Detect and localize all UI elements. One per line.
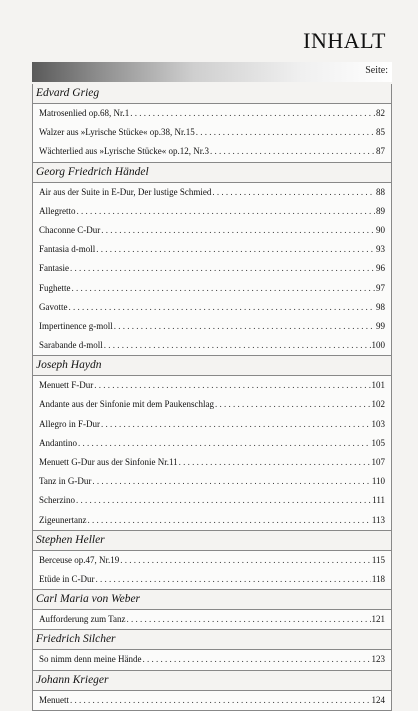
composer-section <box>33 355 391 530</box>
toc-entry <box>33 104 391 123</box>
page-number: 118 <box>371 573 385 584</box>
piece-title: Impertinence g-moll <box>39 320 113 331</box>
piece-title: Fantasia d-moll <box>39 244 96 255</box>
piece-title: Etüde in C-Dur <box>39 573 95 584</box>
toc-entry <box>33 259 391 278</box>
piece-title: Menuett G-Dur aus der Sinfonie Nr.11 <box>39 457 178 467</box>
toc-entry <box>33 221 391 240</box>
piece-title: Andantino <box>39 437 77 448</box>
toc-entry <box>33 691 391 710</box>
dot-leader <box>127 610 371 629</box>
page-number: 121 <box>371 614 385 625</box>
dot-leader <box>72 279 376 298</box>
composer-section <box>33 84 391 162</box>
toc-entry <box>33 434 391 453</box>
dot-leader <box>70 691 371 710</box>
composer-section <box>33 530 391 589</box>
toc-entry <box>33 202 391 221</box>
page-number: 93 <box>376 244 385 255</box>
seite-label: Seite: <box>365 65 388 76</box>
page-title: INHALT <box>303 28 386 53</box>
piece-title: Allegretto <box>39 205 76 216</box>
piece-title: Wächterlied aus »Lyrische Stücke« op.12, Nr.3 <box>39 146 209 157</box>
composer-heading: Johann Krieger <box>33 670 391 691</box>
dot-leader <box>96 570 371 589</box>
dot-leader <box>92 472 370 491</box>
toc-entry <box>33 123 391 142</box>
seite-banner <box>32 62 392 82</box>
dot-leader <box>78 434 371 453</box>
table-of-contents <box>32 84 392 711</box>
page-number: 101 <box>371 380 385 391</box>
page-number: 123 <box>371 654 385 665</box>
page-number: 96 <box>376 263 385 274</box>
composer-heading: Friedrich Silcher <box>33 629 391 650</box>
page-number: 111 <box>372 495 385 506</box>
dot-leader <box>94 376 370 395</box>
toc-entry <box>33 491 391 510</box>
piece-title: Fantasie <box>39 263 69 274</box>
toc-entry <box>33 610 391 629</box>
composer-heading: Carl Maria von Weber <box>33 589 391 610</box>
page-number: 103 <box>371 418 385 429</box>
page-number: 124 <box>371 694 385 705</box>
dot-leader <box>101 415 371 434</box>
page-number: 99 <box>376 320 385 331</box>
piece-title: Menuett F-Dur <box>39 380 94 391</box>
page-number: 102 <box>371 399 385 410</box>
page-number: 107 <box>371 457 385 467</box>
toc-entry <box>33 240 391 259</box>
composer-heading: Edvard Grieg <box>33 84 391 104</box>
dot-leader <box>120 551 371 570</box>
dot-leader <box>114 317 375 336</box>
page-number: 97 <box>376 282 385 293</box>
dot-leader <box>96 240 375 259</box>
toc-entry <box>33 551 391 570</box>
dot-leader <box>69 298 376 317</box>
toc-entry <box>33 472 391 491</box>
toc-entry <box>33 298 391 317</box>
toc-entry <box>33 317 391 336</box>
dot-leader <box>212 183 375 202</box>
toc-entry <box>33 279 391 298</box>
dot-leader <box>101 221 375 240</box>
dot-leader <box>142 650 370 669</box>
dot-leader <box>87 511 370 530</box>
piece-title: Chaconne C-Dur <box>39 224 101 235</box>
toc-entry <box>33 336 391 355</box>
composer-section <box>33 629 391 669</box>
toc-entry <box>33 395 391 414</box>
page-number: 85 <box>376 127 385 138</box>
dot-leader <box>104 336 371 355</box>
dot-leader <box>215 395 371 414</box>
composer-heading: Stephen Heller <box>33 530 391 551</box>
page-number: 113 <box>371 514 385 525</box>
dot-leader <box>130 104 375 123</box>
composer-heading: Georg Friedrich Händel <box>33 162 391 183</box>
composer-section <box>33 670 391 710</box>
piece-title: So nimm denn meine Hände <box>39 654 142 665</box>
toc-entry <box>33 453 391 472</box>
page-number: 100 <box>371 340 385 351</box>
toc-entry <box>33 650 391 669</box>
piece-title: Berceuse op.47, Nr.19 <box>39 554 120 565</box>
piece-title: Aufforderung zum Tanz <box>39 614 126 625</box>
composer-heading: Joseph Haydn <box>33 355 391 376</box>
toc-entry <box>33 511 391 530</box>
dot-leader <box>77 202 376 221</box>
dot-leader <box>179 453 371 472</box>
toc-entry <box>33 183 391 202</box>
dot-leader <box>76 491 371 510</box>
piece-title: Matrosenlied op.68, Nr.1 <box>39 108 130 118</box>
piece-title: Menuett <box>39 694 69 705</box>
piece-title: Fughette <box>39 282 71 293</box>
toc-entry <box>33 142 391 161</box>
dot-leader <box>210 142 375 161</box>
page-number: 98 <box>376 301 385 312</box>
toc-entry <box>33 570 391 589</box>
piece-title: Walzer aus »Lyrische Stücke« op.38, Nr.15 <box>39 127 195 138</box>
page-number: 87 <box>376 146 385 157</box>
piece-title: Tanz in G-Dur <box>39 476 92 487</box>
page-number: 110 <box>371 476 385 487</box>
toc-entry <box>33 415 391 434</box>
dot-leader <box>70 259 375 278</box>
piece-title: Sarabande d-moll <box>39 340 103 351</box>
piece-title: Air aus der Suite in E-Dur, Der lustige Schmied <box>39 186 212 197</box>
piece-title: Allegro in F-Dur <box>39 418 100 429</box>
page-number: 115 <box>371 554 385 565</box>
piece-title: Zigeunertanz <box>39 514 87 525</box>
piece-title: Scherzino <box>39 495 75 506</box>
piece-title: Gavotte <box>39 301 68 312</box>
composer-section <box>33 589 391 629</box>
piece-title: Andante aus der Sinfonie mit dem Paukenschlag <box>39 399 214 410</box>
composer-section <box>33 162 391 356</box>
page-number: 82 <box>376 108 385 118</box>
toc-entry <box>33 376 391 395</box>
page-number: 88 <box>376 186 385 197</box>
page-number: 89 <box>376 205 385 216</box>
dot-leader <box>196 123 375 142</box>
page-number: 105 <box>371 437 385 448</box>
page-number: 90 <box>376 224 385 235</box>
